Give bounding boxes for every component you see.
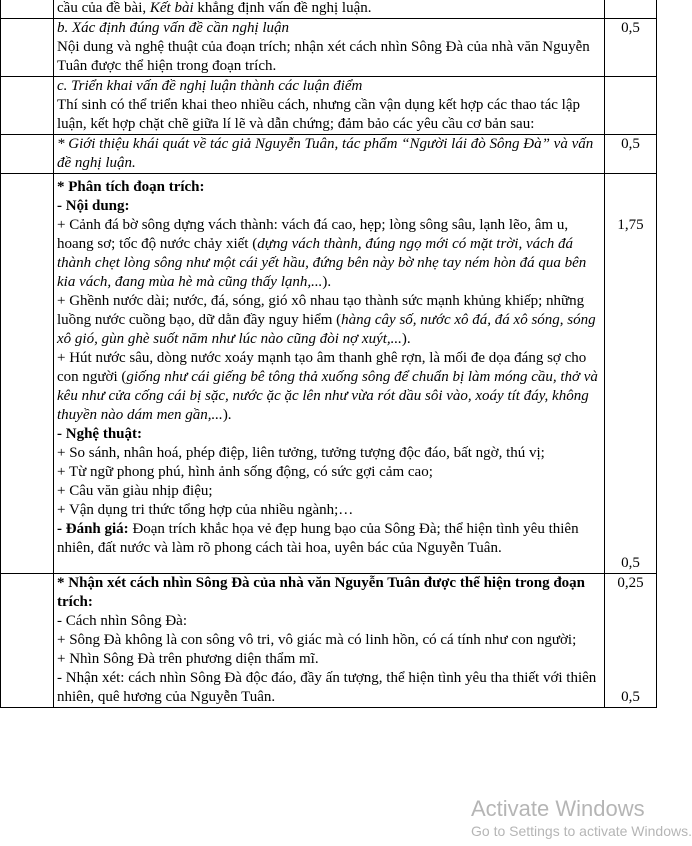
point-quote: hàng cây số, nước xô đá, đá xô sóng, sóng xô gió, gùn ghè suốt năm như lúc nào cũng đòi nợ xuýt,... bbox=[57, 312, 596, 347]
score-value: 0,5 bbox=[621, 555, 640, 571]
remark-point: + Sông Đà không là con sông vô tri, vô giác mà có linh hồn, có cá tính như con người; bbox=[57, 632, 577, 648]
score-cell bbox=[605, 174, 657, 574]
remark-title: * Nhận xét cách nhìn Sông Đà của nhà văn Nguyễn Tuân được thể hiện trong đoạn trích: bbox=[57, 575, 586, 610]
intro-italic: Kết bài bbox=[149, 0, 194, 16]
score-cell bbox=[605, 574, 657, 708]
left-column-cell bbox=[1, 174, 54, 574]
point-end: ). bbox=[322, 274, 332, 290]
art-point: + Từ ngữ phong phú, hình ảnh sống động, có sức gợi cảm cao; bbox=[57, 464, 433, 480]
content-point bbox=[57, 349, 601, 425]
left-column-cell bbox=[1, 77, 54, 135]
art-point: + Câu văn giàu nhịp điệu; bbox=[57, 483, 213, 499]
criteria-cell bbox=[54, 19, 605, 77]
criteria-cell bbox=[54, 135, 605, 174]
score-value: 0,5 bbox=[621, 20, 640, 36]
criteria-cell bbox=[54, 574, 605, 708]
point-text: + Ghềnh nước dài; nước, đá, sóng, gió xô nhau tạo thành sức mạnh khủng khiếp; những luồng nước cuồng bạo, dữ dằn đầy nguy hiểm ( bbox=[57, 293, 585, 328]
remark-point: + Nhìn Sông Đà trên phương diện thẩm mĩ. bbox=[57, 651, 319, 667]
left-column-cell bbox=[1, 19, 54, 77]
score-value: 1,75 bbox=[617, 217, 644, 233]
evaluation bbox=[57, 520, 601, 558]
table-row bbox=[1, 19, 657, 77]
table-row bbox=[1, 174, 657, 574]
score-value: 0,5 bbox=[621, 136, 640, 152]
section-heading: b. Xác định đúng vấn đề cần nghị luận bbox=[57, 20, 290, 36]
section-body: Nội dung và nghệ thuật của đoạn trích; nhận xét cách nhìn Sông Đà của nhà văn Nguyễn Tuân được thể hiện trong đoạn trích. bbox=[57, 39, 590, 74]
criteria-cell bbox=[54, 0, 605, 19]
evaluation-text: Đoạn trích khắc họa vẻ đẹp hung bạo của Sông Đà; thể hiện tình yêu thiên nhiên, đất nước và làm rõ phong cách tài hoa, uyên bác của Nguyễn Tuân. bbox=[57, 521, 579, 556]
point-end: ). bbox=[401, 331, 411, 347]
point-quote: giống như cái giếng bê tông thả xuống sông để chuẩn bị làm móng cầu, thở và kêu như cửa cống cái bị sặc, nước ặc ặc lên như vừa rót dầu sôi vào, xoáy tít đáy, không thuyền nào dám men gần,... bbox=[57, 369, 598, 423]
left-column-cell bbox=[1, 574, 54, 708]
point-text: + Hút nước sâu, dòng nước xoáy mạnh tạo âm thanh ghê rợn, là mối đe dọa đáng sợ cho con người ( bbox=[57, 350, 587, 385]
section-heading: c. Triển khai vấn đề nghị luận thành các luận điểm bbox=[57, 78, 363, 94]
table-row bbox=[1, 77, 657, 135]
score-cell bbox=[605, 19, 657, 77]
content-label: - Nội dung: bbox=[57, 198, 130, 214]
score-spacer bbox=[608, 235, 653, 554]
point-text: + Cảnh đá bờ sông dựng vách thành: vách đá cao, hẹp; lòng sông sâu, lạnh lẽo, âm u, hoang sơ; tốc độ nước chảy xiết ( bbox=[57, 217, 569, 252]
table-row bbox=[1, 135, 657, 174]
intro-text: cầu của đề bài, bbox=[57, 0, 150, 16]
watermark-title: Activate Windows bbox=[471, 796, 645, 821]
activation-watermark bbox=[471, 796, 692, 840]
score-cell bbox=[605, 135, 657, 174]
content-point bbox=[57, 292, 601, 349]
score-cell bbox=[605, 0, 657, 19]
left-column-cell bbox=[1, 0, 54, 19]
analysis-title: * Phân tích đoạn trích: bbox=[57, 179, 205, 195]
remark-point: - Nhận xét: cách nhìn Sông Đà độc đáo, đầy ấn tượng, thể hiện tình yêu tha thiết với thiên nhiên, quê hương của Nguyễn Tuân. bbox=[57, 670, 597, 705]
criteria-cell bbox=[54, 77, 605, 135]
art-point: + Vận dụng tri thức tổng hợp của nhiều ngành;… bbox=[57, 502, 354, 518]
intro-criterion: * Giới thiệu khái quát về tác giả Nguyễn Tuân, tác phẩm “Người lái đò Sông Đà” và vấn đề nghị luận. bbox=[57, 136, 594, 171]
point-quote: dựng vách thành, đúng ngọ mới có mặt trời, vách đá thành chẹt lòng sông như một cái yết hầu, đứng bên này bờ nhẹ tay ném hòn đá qua bên kia vách, đang mùa hè mà cũng thấy lạnh,... bbox=[57, 236, 587, 290]
score-spacer bbox=[608, 178, 653, 216]
section-body: Thí sinh có thể triển khai theo nhiều cách, nhưng cần vận dụng kết hợp các thao tác lập luận, kết hợp chặt chẽ giữa lí lẽ và dẫn chứng; đảm bảo các yêu cầu cơ bản sau: bbox=[57, 97, 580, 132]
remark-point: - Cách nhìn Sông Đà: bbox=[57, 613, 187, 629]
watermark-subtitle: Go to Settings to activate Windows. bbox=[471, 823, 692, 839]
art-point: + So sánh, nhân hoá, phép điệp, liên tưởng, tưởng tượng độc đáo, bất ngờ, thú vị; bbox=[57, 445, 545, 461]
table-row bbox=[1, 0, 657, 19]
score-value: 0,25 bbox=[617, 575, 644, 591]
left-column-cell bbox=[1, 135, 54, 174]
score-value: 0,5 bbox=[621, 689, 640, 705]
intro-rest: khẳng định vấn đề nghị luận. bbox=[193, 0, 372, 16]
evaluation-label: - Đánh giá: bbox=[57, 521, 129, 537]
criteria-cell bbox=[54, 174, 605, 574]
point-end: ). bbox=[222, 407, 232, 423]
table-row bbox=[1, 574, 657, 708]
content-point bbox=[57, 216, 601, 292]
score-cell bbox=[605, 77, 657, 135]
art-label: - Nghệ thuật: bbox=[57, 426, 142, 442]
score-spacer bbox=[608, 593, 653, 688]
